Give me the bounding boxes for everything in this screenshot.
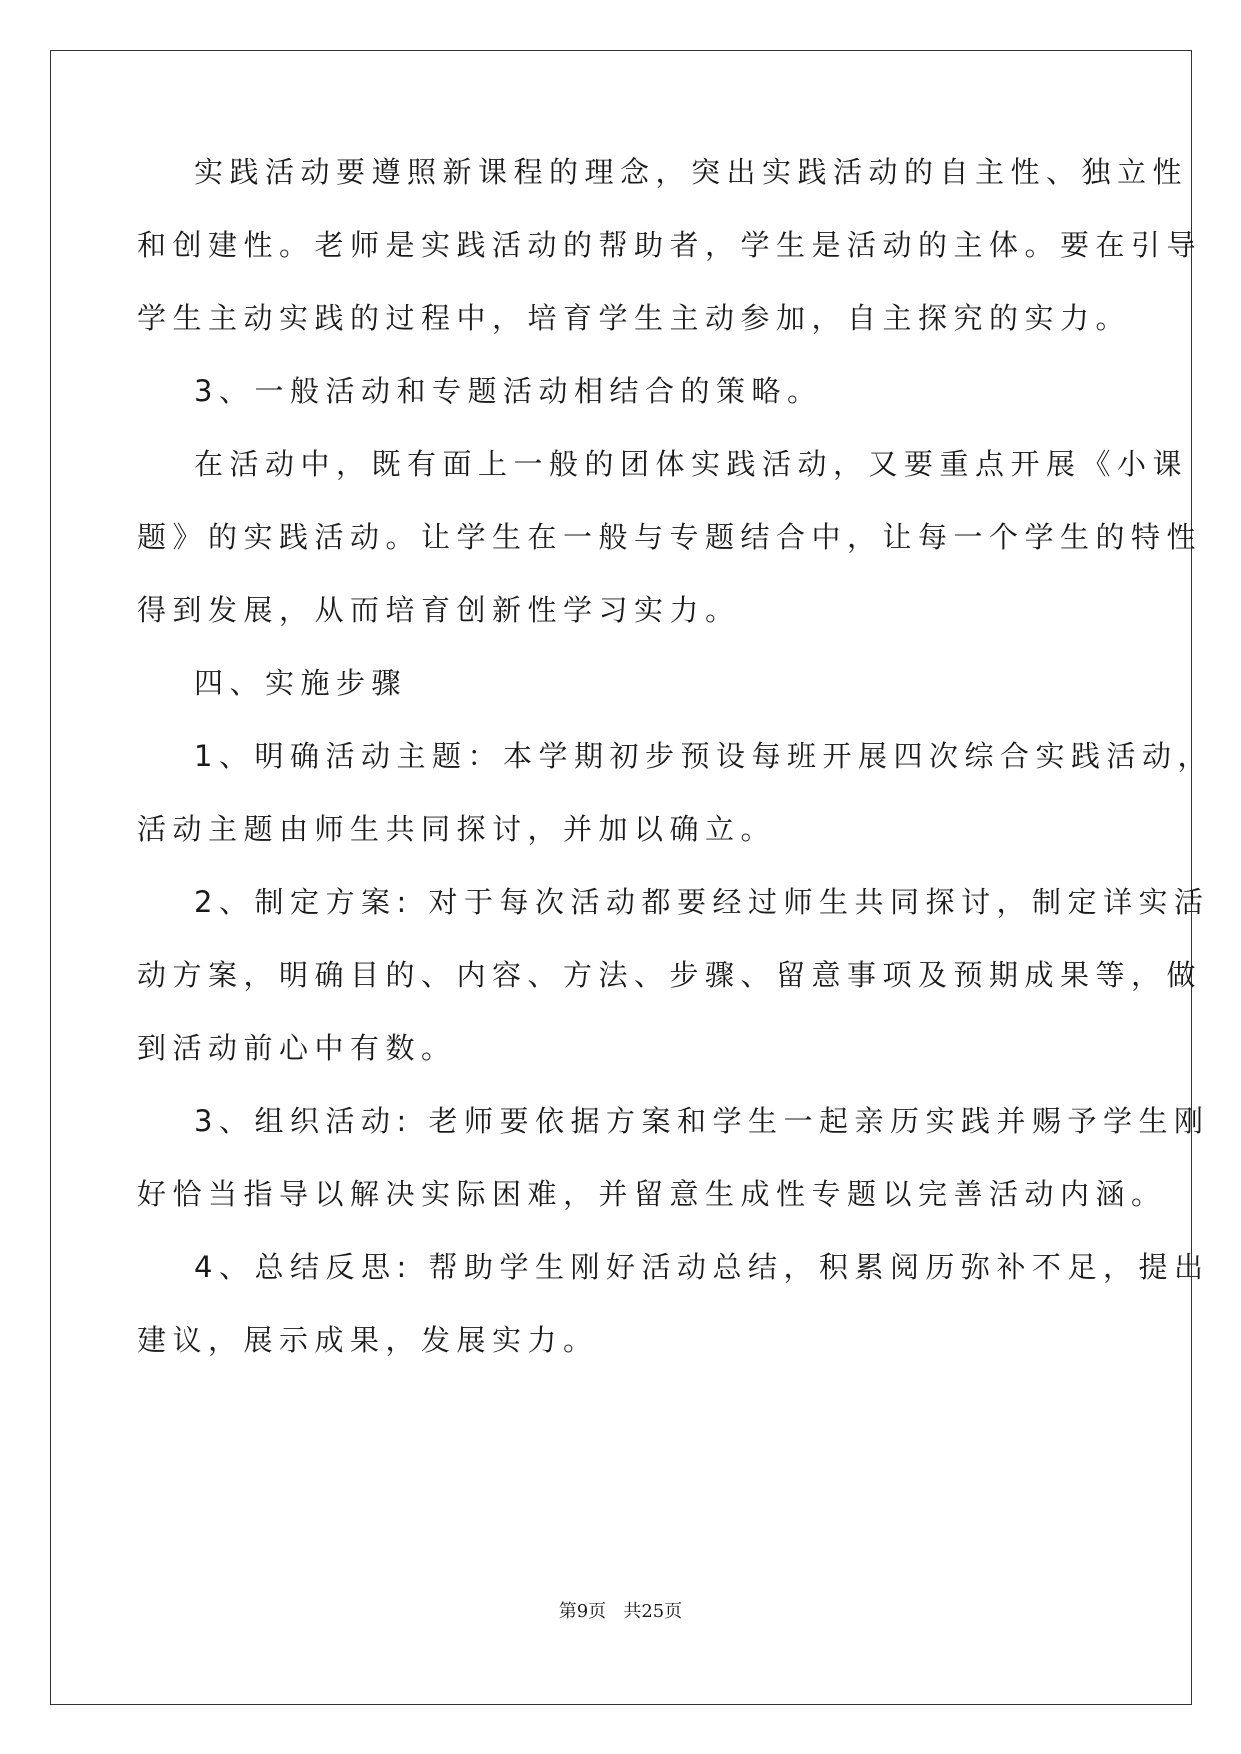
text-line: 3、一般活动和专题活动相结合的策略。 xyxy=(194,374,823,408)
text-line: 好恰当指导以解决实际困难，并留意生成性专题以完善活动内涵。 xyxy=(137,1177,1167,1211)
text-line: 学生主动实践的过程中，培育学生主动参加，自主探究的实力。 xyxy=(137,301,1132,335)
text-line: 得到发展，从而培育创新性学习实力。 xyxy=(137,593,741,627)
text-line: 2、制定方案: 对于每次活动都要经过师生共同探讨，制定详实活 xyxy=(194,885,1210,919)
text-line: 建议，展示成果，发展实力。 xyxy=(137,1323,599,1357)
page-border xyxy=(50,50,1192,1705)
text-line: 到活动前心中有数。 xyxy=(137,1031,457,1065)
page-number: 第9页 共25页 xyxy=(558,1601,683,1622)
text-line: 在活动中，既有面上一般的团体实践活动，又要重点开展《小课 xyxy=(194,447,1189,481)
text-line: 实践活动要遵照新课程的理念，突出实践活动的自主性、独立性 xyxy=(194,155,1189,189)
text-line: 活动主题由师生共同探讨，并加以确立。 xyxy=(137,812,777,846)
text-line: 3、组织活动: 老师要依据方案和学生一起亲历实践并赐予学生刚 xyxy=(194,1104,1210,1138)
text-line: 四、实施步骤 xyxy=(194,666,408,700)
text-line: 题》的实践活动。让学生在一般与专题结合中，让每一个学生的特性 xyxy=(137,520,1203,554)
text-line: 1、明确活动主题：本学期初步预设每班开展四次综合实践活动， xyxy=(194,739,1213,773)
text-line: 4、总结反思: 帮助学生刚好活动总结，积累阅历弥补不足，提出 xyxy=(194,1250,1210,1284)
text-line: 和创建性。老师是实践活动的帮助者，学生是活动的主体。要在引导 xyxy=(137,228,1203,262)
text-line: 动方案，明确目的、内容、方法、步骤、留意事项及预期成果等，做 xyxy=(137,958,1203,992)
